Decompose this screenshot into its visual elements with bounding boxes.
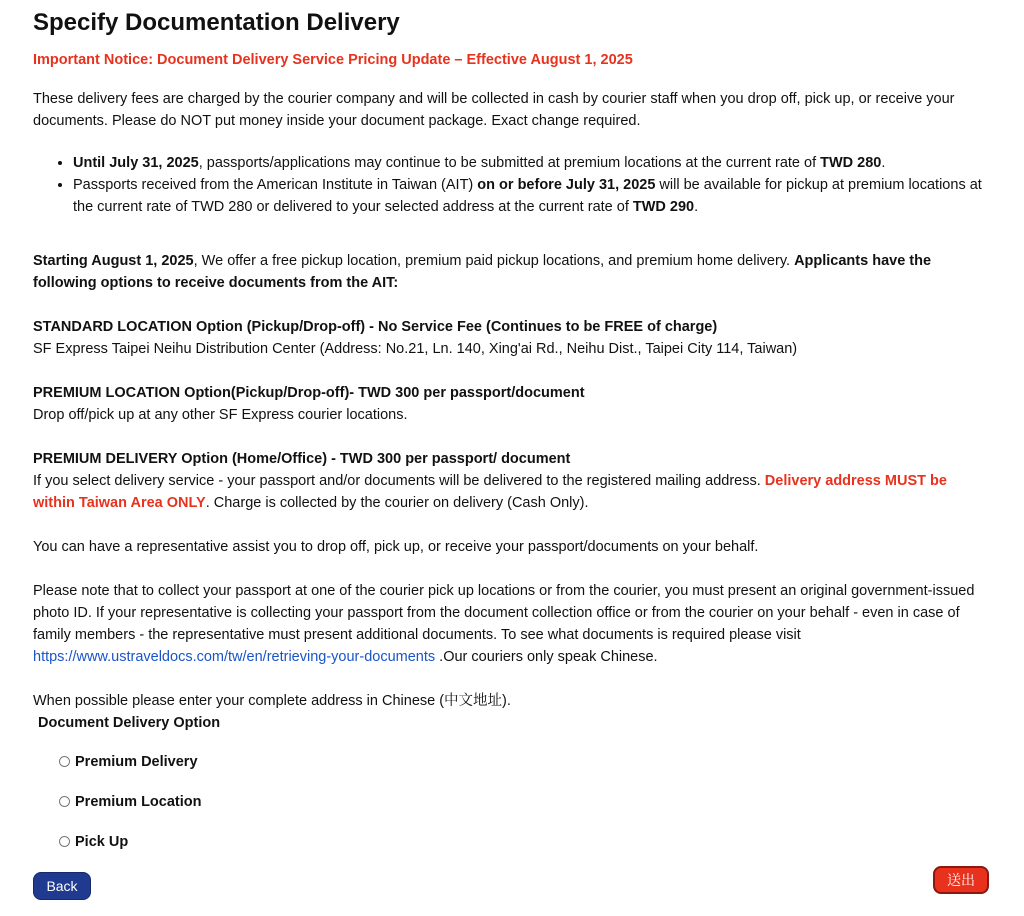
standard-location-section <box>33 316 984 360</box>
premium-location-label[interactable]: Premium Location <box>75 794 202 810</box>
premium-delivery-text <box>33 470 984 514</box>
delivery-option-group <box>33 751 984 853</box>
address-note: When possible please enter your complete address in Chinese (中文地址). <box>33 693 511 709</box>
option-premium-delivery[interactable] <box>59 751 984 773</box>
standard-location-text: SF Express Taipei Neihu Distribution Center (Address: No.21, Ln. 140, Xing'ai Rd., Neihu Dist., Taipei City 114, Taiwan) <box>33 341 798 357</box>
photo-id-paragraph <box>33 580 984 668</box>
premium-delivery-section <box>33 448 984 514</box>
premium-location-heading: PREMIUM LOCATION Option(Pickup/Drop-off)- TWD 300 per passport/document <box>33 385 585 401</box>
bullet-ait-passports <box>73 174 984 218</box>
retrieving-documents-link[interactable]: https://www.ustraveldocs.com/tw/en/retrieving-your-documents <box>33 649 436 665</box>
bullet-text: , passports/applications may continue to be submitted at premium locations at the current rate of <box>198 155 821 171</box>
starting-text: , We offer a free pickup location, premium paid pickup locations, and premium home delivery. <box>193 253 795 269</box>
photo-id-text: Please note that to collect your passport at one of the courier pick up locations or from the courier, you must present an original government-issued photo ID. If your representative is collecting your passport from the document collection office or from the courier on your behalf - even in case of family members - the representative must present additional documents. To see what documents is required please visit <box>33 583 975 643</box>
option-premium-location[interactable] <box>59 791 984 813</box>
date-bullets <box>33 152 984 218</box>
bullet-text: Passports received from the American Institute in Taiwan (AIT) <box>73 177 478 193</box>
premium-delivery-text-part: If you select delivery service - your passport and/or documents will be delivered to the registered mailing address. <box>33 473 765 489</box>
premium-delivery-label[interactable]: Premium Delivery <box>75 754 198 770</box>
delivery-address-warning: Delivery address MUST be within Taiwan Area ONLY <box>33 473 947 511</box>
premium-location-section <box>33 382 984 426</box>
submit-button[interactable]: 送出 <box>933 866 989 894</box>
bullet-text: . <box>694 199 699 215</box>
starting-bold: Starting August 1, 2025 <box>33 253 194 269</box>
premium-location-text: Drop off/pick up at any other SF Express courier locations. <box>33 407 408 423</box>
option-pick-up[interactable] <box>59 831 984 853</box>
bullet-bold: on or before July 31, 2025 <box>477 177 656 193</box>
starting-paragraph <box>33 250 984 294</box>
page-title: Specify Documentation Delivery <box>33 9 400 36</box>
bullet-text: will be available for pickup at premium locations at the current rate of TWD 280 or delivered to your selected address at the current rate of <box>73 177 982 215</box>
intro-text: These delivery fees are charged by the courier company and will be collected in cash by courier staff when you drop off, pick up, or receive your documents. Please do NOT put money inside your document package. Exact change required. <box>33 91 955 129</box>
pricing-notice: Important Notice: Document Delivery Service Pricing Update – Effective August 1, 2025 <box>33 52 633 68</box>
representative-text: You can have a representative assist you to drop off, pick up, or receive your passport/documents on your behalf. <box>33 539 759 555</box>
delivery-options-title: Document Delivery Option <box>38 715 221 731</box>
bullet-text: . <box>881 155 886 171</box>
pick-up-label[interactable]: Pick Up <box>75 834 129 850</box>
premium-delivery-text-part: . Charge is collected by the courier on delivery (Cash Only). <box>205 495 589 511</box>
bullet-bold: TWD 280 <box>820 155 882 171</box>
bullet-bold: TWD 290 <box>632 199 695 215</box>
pick-up-radio[interactable] <box>59 836 70 847</box>
photo-id-after: .Our couriers only speak Chinese. <box>435 649 658 665</box>
standard-location-heading: STANDARD LOCATION Option (Pickup/Drop-off) - No Service Fee (Continues to be FREE of charge) <box>33 319 718 335</box>
back-button[interactable]: Back <box>33 872 91 900</box>
bullet-bold: Until July 31, 2025 <box>73 155 199 171</box>
bullet-until-july <box>73 152 984 174</box>
premium-delivery-radio[interactable] <box>59 756 70 767</box>
starting-bold: Applicants have the following options to receive documents from the AIT: <box>33 253 932 291</box>
premium-location-radio[interactable] <box>59 796 70 807</box>
premium-delivery-heading: PREMIUM DELIVERY Option (Home/Office) - TWD 300 per passport/ document <box>33 451 571 467</box>
